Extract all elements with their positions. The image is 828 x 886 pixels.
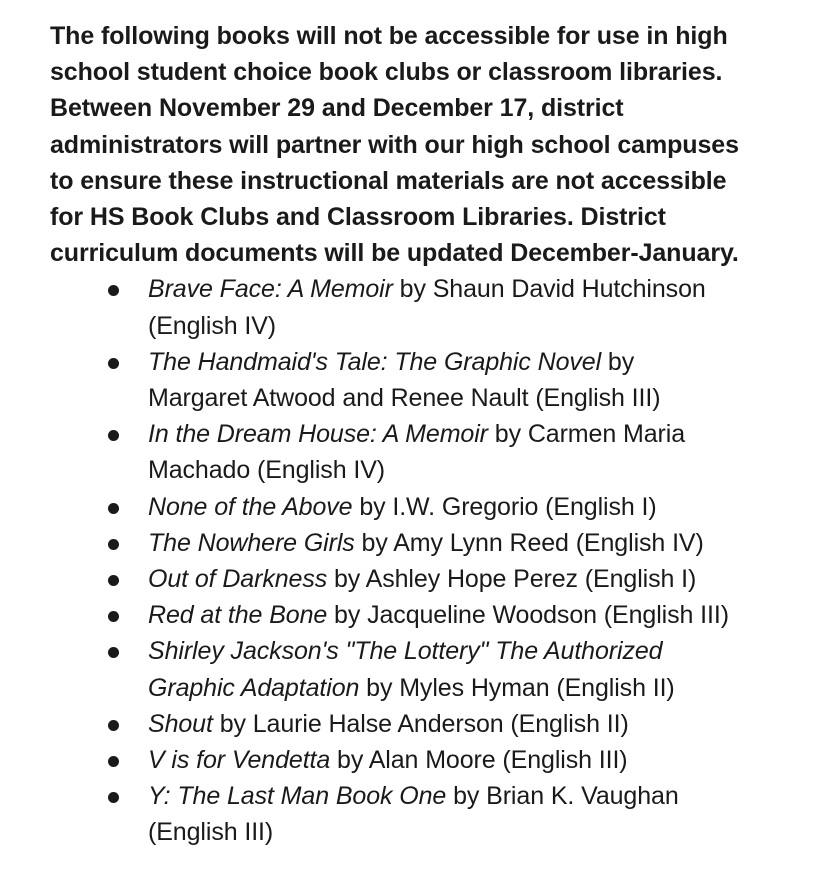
document: [50, 18, 820, 851]
bullet-icon: [108, 720, 119, 731]
list-item: [50, 742, 820, 778]
item-line: [148, 380, 820, 416]
book-title: V is for Vendetta: [148, 746, 331, 775]
intro-line: administrators will partner with our high school campuses: [50, 130, 739, 159]
list-item: [50, 416, 820, 488]
bullet-icon: [108, 539, 119, 550]
intro-line: to ensure these instructional materials are not accessible: [50, 166, 727, 195]
item-line: [148, 742, 820, 778]
book-title: Shout: [148, 709, 213, 738]
item-line: [148, 308, 820, 344]
intro-line: for HS Book Clubs and Classroom Libraries. District: [50, 203, 666, 232]
book-details: by Ashley Hope Perez (English I): [327, 565, 697, 594]
book-title: None of the Above: [148, 492, 353, 521]
book-details: by I.W. Gregorio (English I): [352, 492, 657, 521]
book-list: [50, 271, 820, 850]
bullet-icon: [108, 611, 119, 622]
book-title: Y: The Last Man Book One: [148, 782, 447, 811]
book-title: Graphic Adaptation: [148, 673, 360, 702]
item-line: [148, 344, 820, 380]
book-details: by Jacqueline Woodson (English III): [327, 601, 729, 630]
bullet-icon: [108, 358, 119, 369]
item-line: [148, 452, 820, 488]
item-line: [148, 633, 820, 669]
item-line: [148, 670, 820, 706]
list-item: [50, 489, 820, 525]
item-line: [148, 561, 820, 597]
book-title: Shirley Jackson's "The Lottery" The Authorized: [148, 637, 663, 666]
item-line: [148, 416, 820, 452]
list-item: [50, 561, 820, 597]
bullet-icon: [108, 792, 119, 803]
bullet-icon: [108, 285, 119, 296]
bullet-icon: [108, 430, 119, 441]
book-title: The Handmaid's Tale: The Graphic Novel: [148, 347, 602, 376]
book-title: Out of Darkness: [148, 565, 328, 594]
list-item: [50, 633, 820, 705]
book-details: by Alan Moore (English III): [330, 746, 628, 775]
bullet-icon: [108, 575, 119, 586]
list-item: [50, 597, 820, 633]
book-title: Brave Face: A Memoir: [148, 275, 393, 304]
book-details: by Brian K. Vaughan: [446, 782, 679, 811]
item-line: [148, 489, 820, 525]
list-item: [50, 706, 820, 742]
book-details: (English III): [148, 818, 274, 847]
list-item: [50, 271, 820, 343]
list-item: [50, 778, 820, 850]
book-details: Machado (English IV): [148, 456, 386, 485]
intro-line: school student choice book clubs or classroom libraries.: [50, 58, 723, 87]
book-details: by Carmen Maria: [487, 420, 685, 449]
book-details: by Shaun David Hutchinson: [392, 275, 706, 304]
book-details: by Myles Hyman (English II): [359, 673, 675, 702]
book-title: Red at the Bone: [148, 601, 328, 630]
book-title: The Nowhere Girls: [148, 528, 355, 557]
item-line: [148, 706, 820, 742]
book-details: Margaret Atwood and Renee Nault (English III): [148, 384, 661, 413]
book-details: by Laurie Halse Anderson (English II): [212, 709, 629, 738]
list-item: [50, 525, 820, 561]
intro-paragraph: [50, 18, 820, 271]
bullet-icon: [108, 647, 119, 658]
intro-line: curriculum documents will be updated December-January.: [50, 239, 739, 268]
item-line: [148, 271, 820, 307]
book-details: by Amy Lynn Reed (English IV): [354, 528, 704, 557]
list-item: [50, 344, 820, 416]
item-line: [148, 597, 820, 633]
item-line: [148, 778, 820, 814]
bullet-icon: [108, 503, 119, 514]
intro-line: Between November 29 and December 17, district: [50, 94, 624, 123]
book-details: (English IV): [148, 311, 277, 340]
intro-line: The following books will not be accessible for use in high: [50, 22, 728, 50]
bullet-icon: [108, 756, 119, 767]
item-line: [148, 525, 820, 561]
item-line: [148, 814, 820, 850]
book-details: by: [601, 347, 635, 376]
book-title: In the Dream House: A Memoir: [148, 420, 488, 449]
